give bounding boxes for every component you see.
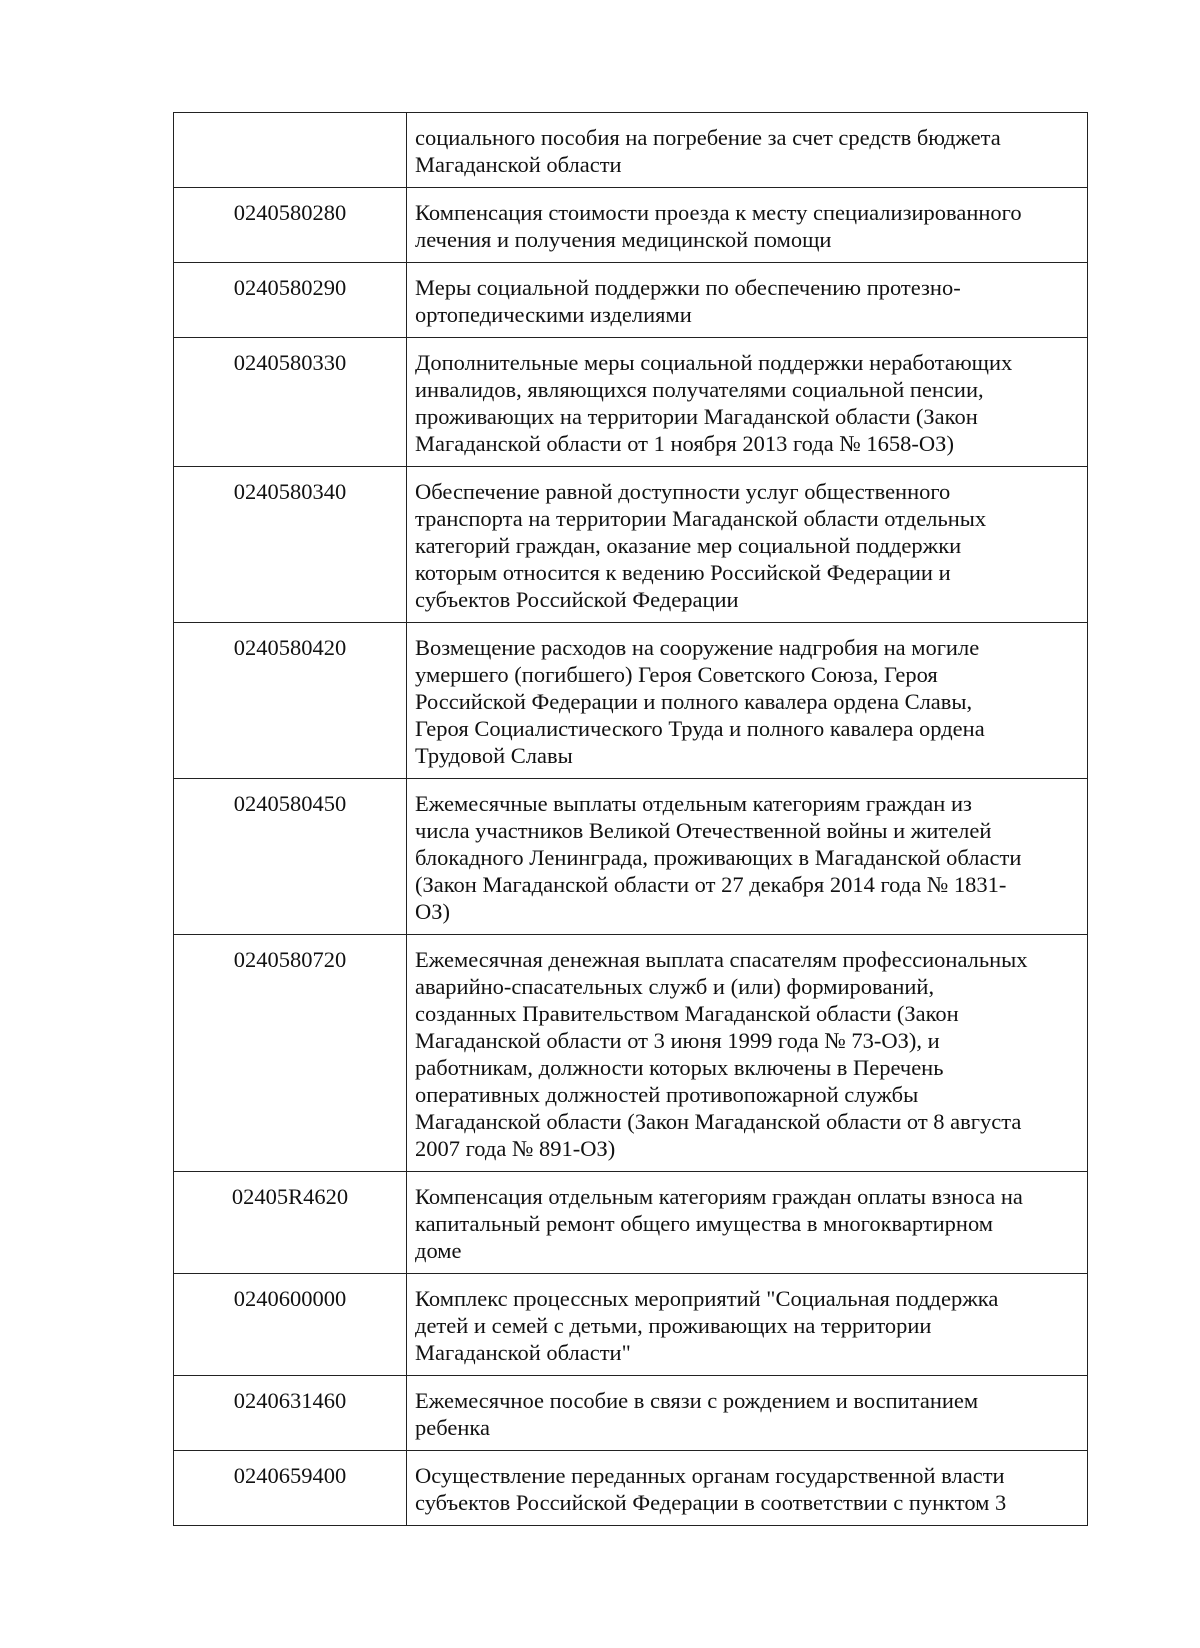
code-text: 0240580420 bbox=[233, 635, 347, 660]
description-text: Возмещение расходов на сооружение надгробия на могиле умершего (погибшего) Героя Советского Союза, Героя Российской Федерации и полного кавалера ордена Славы, Героя Социалистического Труда и полного кавалера ордена Трудовой Славы bbox=[415, 635, 985, 768]
description-text: Обеспечение равной доступности услуг общественного транспорта на территории Магаданской области отдельных категорий граждан, оказание мер социальной поддержки которым относится к ведению Российской Федерации и субъектов Российской Федерации bbox=[415, 479, 987, 612]
description-text: Ежемесячная денежная выплата спасателям профессиональных аварийно-спасательных служб и (или) формирований, созданных Правительством Магаданской области (Закон Магаданской области от 3 июня 1999 года № 73-ОЗ), и работникам, должности которых включены в Перечень оперативных должностей противопожарной службы Магаданской области (Закон Магаданской области от 8 августа 2007 года № 891-ОЗ) bbox=[415, 947, 1028, 1161]
table-row bbox=[174, 467, 1088, 623]
description-cell bbox=[407, 1172, 1088, 1274]
table-row bbox=[174, 263, 1088, 338]
description-text: Дополнительные меры социальной поддержки неработающих инвалидов, являющихся получателями социальной пенсии, проживающих на территории Магаданской области (Закон Магаданской области от 1 ноября 2013 года № 1658-ОЗ) bbox=[415, 350, 1013, 456]
budget-codes-table bbox=[173, 112, 1088, 1526]
description-text: Компенсация стоимости проезда к месту специализированного лечения и получения медицинской помощи bbox=[415, 200, 1022, 252]
description-cell bbox=[407, 779, 1088, 935]
code-text: 0240580290 bbox=[233, 275, 347, 300]
table-row bbox=[174, 779, 1088, 935]
description-cell bbox=[407, 188, 1088, 263]
code-text: 0240580720 bbox=[233, 947, 347, 972]
description-text: Ежемесячное пособие в связи с рождением и воспитанием ребенка bbox=[415, 1388, 979, 1440]
code-text: 0240580450 bbox=[233, 791, 347, 816]
code-cell bbox=[174, 1274, 407, 1376]
description-text: Компенсация отдельным категориям граждан оплаты взноса на капитальный ремонт общего имущества в многоквартирном доме bbox=[415, 1184, 1023, 1263]
table-row bbox=[174, 935, 1088, 1172]
description-cell bbox=[407, 623, 1088, 779]
code-cell bbox=[174, 623, 407, 779]
code-text: 0240580330 bbox=[233, 350, 347, 375]
code-text: 0240580340 bbox=[233, 479, 347, 504]
code-cell bbox=[174, 1376, 407, 1451]
description-cell bbox=[407, 113, 1088, 188]
description-cell bbox=[407, 1274, 1088, 1376]
code-cell bbox=[174, 467, 407, 623]
description-cell bbox=[407, 467, 1088, 623]
code-cell bbox=[174, 935, 407, 1172]
code-cell bbox=[174, 1172, 407, 1274]
code-cell bbox=[174, 113, 407, 188]
table-row bbox=[174, 113, 1088, 188]
code-text bbox=[174, 113, 406, 133]
code-cell bbox=[174, 779, 407, 935]
table-row bbox=[174, 338, 1088, 467]
code-cell bbox=[174, 1451, 407, 1526]
description-cell bbox=[407, 1451, 1088, 1526]
code-text: 0240580280 bbox=[233, 200, 347, 225]
code-cell bbox=[174, 263, 407, 338]
description-cell bbox=[407, 263, 1088, 338]
description-cell bbox=[407, 1376, 1088, 1451]
table-row bbox=[174, 623, 1088, 779]
table-row bbox=[174, 188, 1088, 263]
table-row bbox=[174, 1274, 1088, 1376]
description-text: Меры социальной поддержки по обеспечению протезно- ортопедическими изделиями bbox=[415, 275, 961, 327]
description-cell bbox=[407, 338, 1088, 467]
description-text: Комплекс процессных мероприятий "Социальная поддержка детей и семей с детьми, проживающих на территории Магаданской области" bbox=[415, 1286, 999, 1365]
code-text: 0240659400 bbox=[233, 1463, 347, 1488]
description-text: Ежемесячные выплаты отдельным категориям граждан из числа участников Великой Отечественной войны и жителей блокадного Ленинграда, проживающих в Магаданской области (Закон Магаданской области от 27 декабря 2014 года № 1831- ОЗ) bbox=[415, 791, 1022, 924]
table-row bbox=[174, 1451, 1088, 1526]
code-cell bbox=[174, 188, 407, 263]
description-text: Осуществление переданных органам государственной власти субъектов Российской Федерации в соответствии с пунктом 3 bbox=[415, 1463, 1007, 1515]
code-text: 0240600000 bbox=[233, 1286, 347, 1311]
code-text: 0240631460 bbox=[233, 1388, 347, 1413]
description-cell bbox=[407, 935, 1088, 1172]
description-text: социального пособия на погребение за счет средств бюджета Магаданской области bbox=[415, 125, 1001, 177]
table-row bbox=[174, 1172, 1088, 1274]
code-text: 02405R4620 bbox=[231, 1184, 349, 1209]
table-row bbox=[174, 1376, 1088, 1451]
code-cell bbox=[174, 338, 407, 467]
